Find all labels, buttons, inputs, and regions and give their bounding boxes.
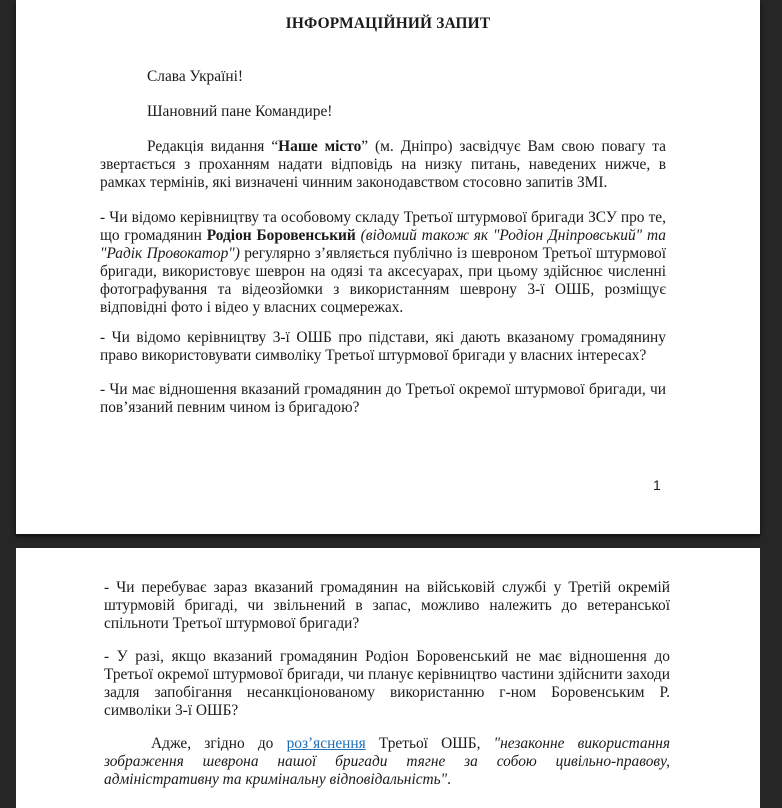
intro-text-start: Редакція видання “: [147, 138, 279, 155]
publication-name: Наше місто: [278, 138, 362, 155]
question-1-end: регулярно з’являється публічно із шевроном Третьої штурмової бригади, використовує шеврон на одязі та аксесуарах, при цьому здійснює численні фотографування та відеозйомки з використанням шеврону 3-ї ОШБ, розміщує відповідні фото і відео у власних соцмережах.: [100, 245, 666, 316]
closing-paragraph: [104, 735, 670, 789]
closing-text-mid: Третьої ОШБ,: [365, 735, 494, 752]
salutation: Шановний пане Командире!: [147, 103, 333, 120]
document-page-2: [16, 548, 760, 808]
person-aliases: (відомий також як "Родіон Дніпровський" та "Радік Провокатор"): [100, 227, 666, 262]
intro-paragraph: [100, 138, 666, 192]
document-title: ІНФОРМАЦІЙНИЙ ЗАПИТ: [285, 15, 491, 32]
brigade-quote: "незаконне використання зображення шеврона нашої бригади тягне за собою цивільно-правову, адміністративну та кримінальну відповідальність": [104, 735, 670, 788]
explanation-link[interactable]: роз’яснення: [286, 735, 366, 752]
question-3: - Чи має відношення вказаний громадянин до Третьої окремої штурмової бригади, чи пов’язаний певним чином із бригадою?: [100, 381, 666, 416]
question-4: - Чи перебуває зараз вказаний громадянин на військовій службі у Третій окремій штурмовій бригаді, чи звільнений в запас, можливо належить до ветеранської спільноти Третьої штурмової бригади?: [104, 579, 670, 632]
question-1: [100, 209, 666, 317]
greeting: Слава Україні!: [147, 68, 243, 85]
question-1-start: - Чи відомо керівництву та особовому складу Третьої штурмової бригади ЗСУ про те, що громадянин: [100, 209, 666, 244]
question-2: - Чи відомо керівництву 3-ї ОШБ про підстави, які дають вказаному громадянину право використовувати символіку Третьої штурмової бригади у власних інтересах?: [100, 329, 666, 364]
closing-text-start: Адже, згідно до: [151, 735, 287, 752]
intro-text-end: ” (м. Дніпро) засвідчує Вам свою повагу та звертається з проханням надати відповідь на низку питань, наведених нижче, в рамках термінів, які визначені чинним законодавством стосовно запитів ЗМІ.: [100, 138, 666, 191]
page-number: 1: [653, 477, 661, 493]
person-name: Родіон Боровенський: [206, 227, 356, 244]
question-5: - У разі, якщо вказаний громадянин Родіон Боровенський не має відношення до Третьої окремої штурмової бригади, чи планує керівництво частини здійснити заходи задля запобігання несанкціонованому використанню г-ном Боровенським Р. символіки 3-ї ОШБ?: [104, 648, 670, 719]
document-page-1: [16, 0, 760, 534]
closing-text-end: .: [447, 771, 451, 788]
